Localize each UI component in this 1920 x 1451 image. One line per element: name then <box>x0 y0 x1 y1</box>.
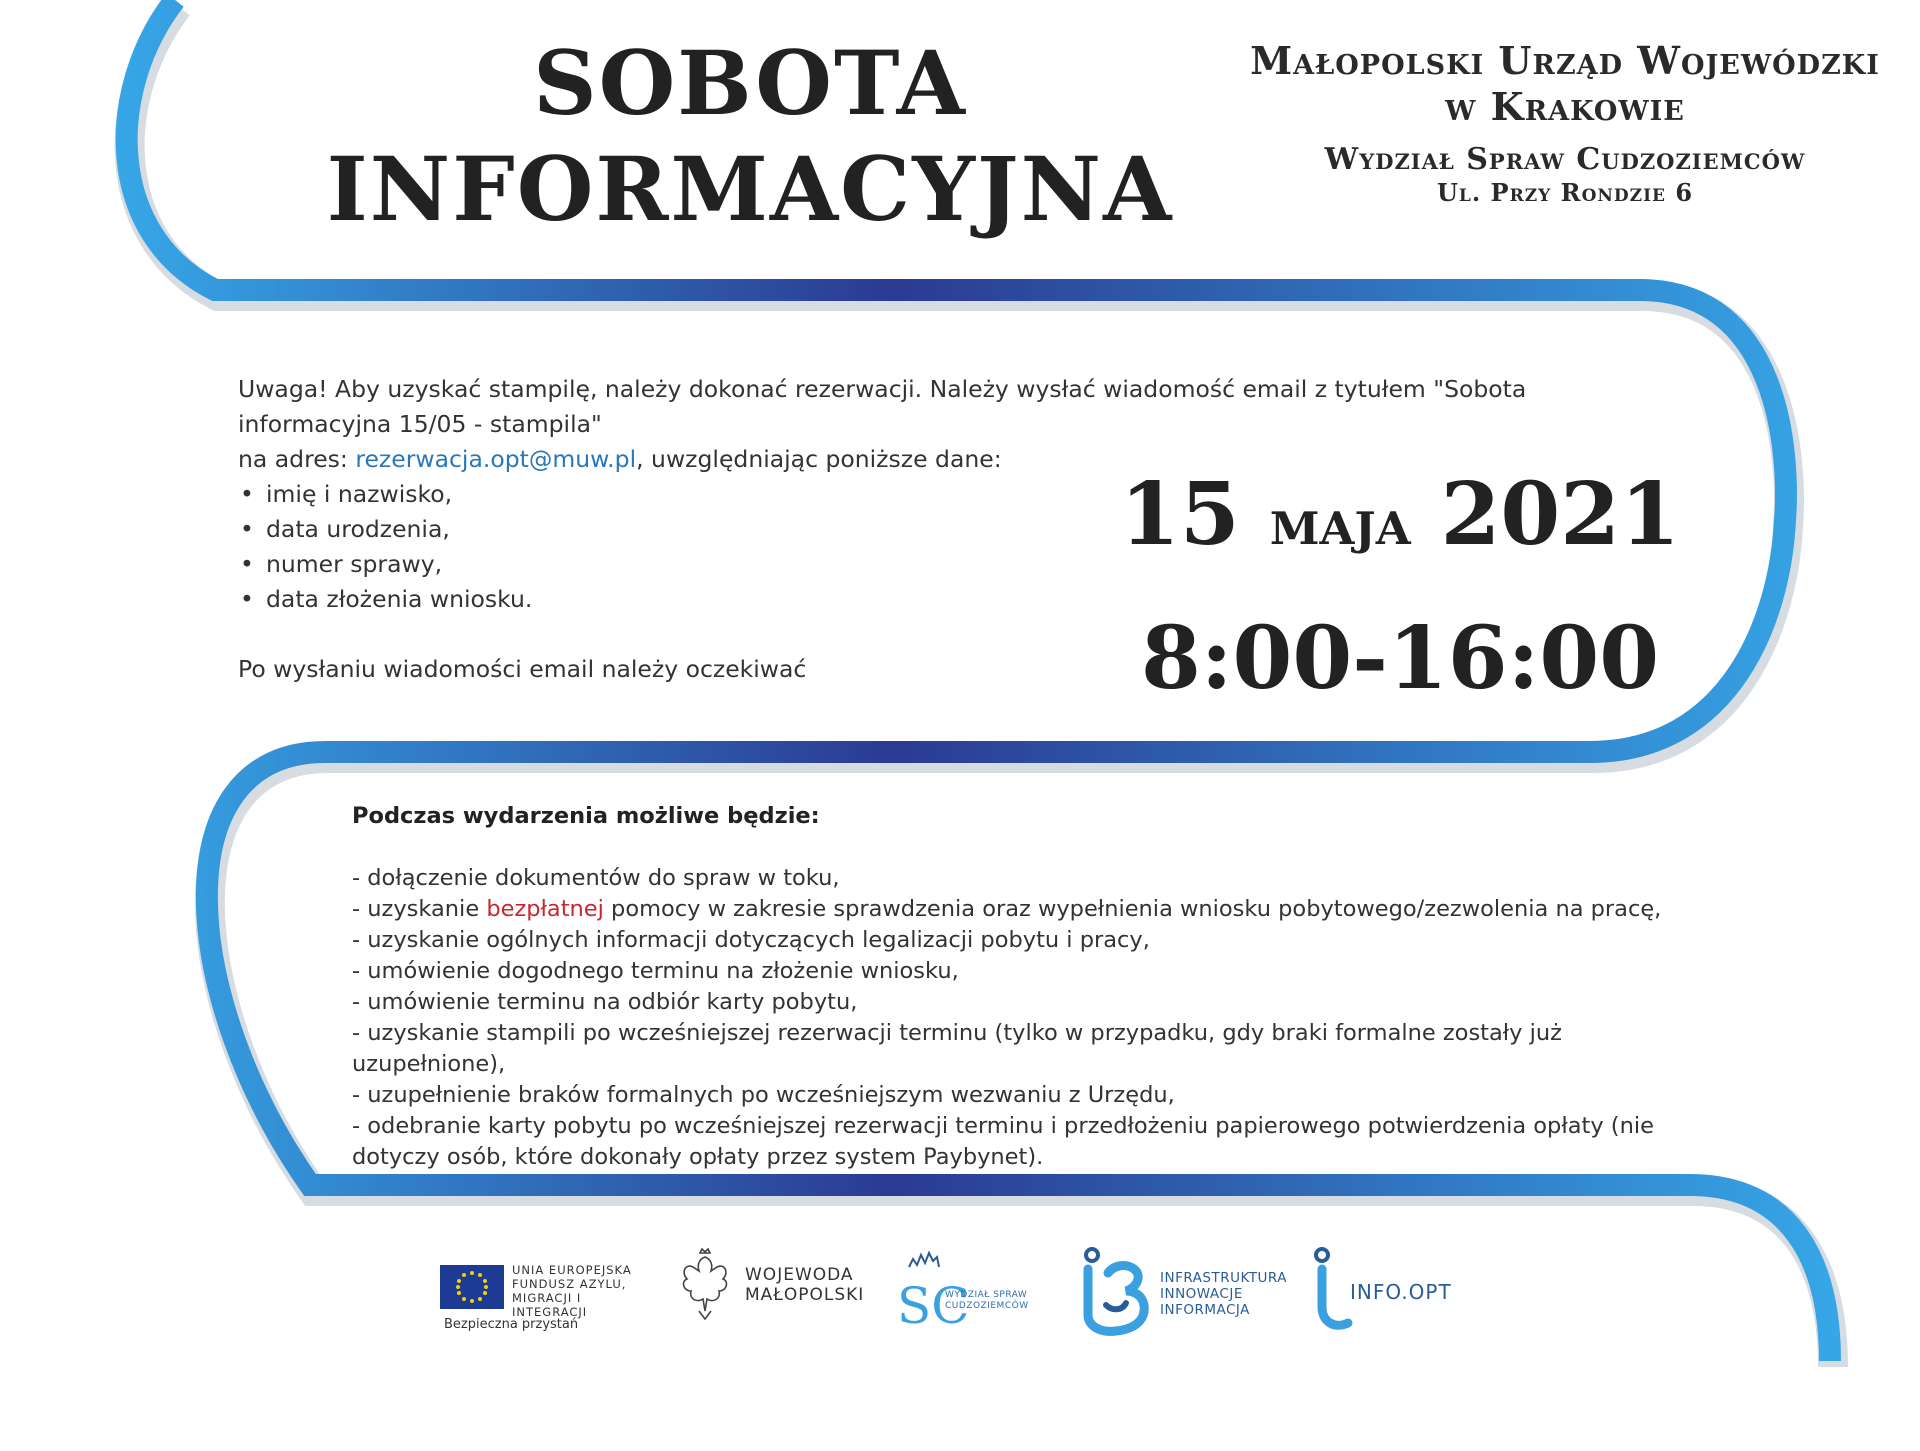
event-year: 2021 <box>1440 464 1680 565</box>
event-month: maja <box>1269 485 1411 560</box>
i3-logo <box>1080 1245 1300 1345</box>
wsc-line1: WYDZIAŁ SPRAW <box>945 1290 1028 1300</box>
list-item: - dołączenie dokumentów do spraw w toku, <box>352 865 840 891</box>
wsc-text <box>945 1290 1029 1312</box>
wsc-line2: CUDZOZIEMCÓW <box>945 1301 1029 1311</box>
features-heading: Podczas wydarzenia możliwe będzie: <box>352 803 820 829</box>
list-item: - uzupełnienie braków formalnych po wcześniejszym wezwaniu z Urzędu, <box>352 1082 1175 1108</box>
eu-flag-icon <box>440 1265 504 1309</box>
item-prefix: - uzyskanie <box>352 896 487 922</box>
highlight-free: bezpłatnej <box>486 896 604 922</box>
eu-logo-text <box>512 1263 660 1319</box>
wsc-logo <box>895 1245 1055 1345</box>
list-item: • numer sprawy, <box>238 547 1558 582</box>
wojewoda-logo <box>675 1245 875 1345</box>
notice-intro: Uwaga! Aby uzyskać stampilę, należy dokonać rezerwacji. Należy wysłać wiadomość email z tytułem "Sobota informacyjna 15/05 - stampila" <box>238 375 1527 438</box>
list-item <box>352 894 1682 925</box>
notice-address-prefix: na adres: <box>238 445 356 473</box>
wsc-mark: SC <box>897 1277 970 1335</box>
org-name-line2: w Krakowie <box>1445 84 1685 129</box>
event-date-block <box>1090 460 1710 714</box>
eu-slogan: Bezpieczna przystań <box>444 1317 579 1332</box>
list-item: • imię i nazwisko, <box>238 477 1558 512</box>
wojewoda-text <box>745 1265 864 1305</box>
event-time: 8:00-16:00 <box>1140 608 1660 709</box>
event-features <box>352 801 1682 1173</box>
i3-line1: INFRASTRUKTURA <box>1160 1270 1287 1286</box>
info-opt-logo <box>1310 1245 1500 1345</box>
i3-emblem-icon <box>1080 1245 1156 1335</box>
eagle-emblem-icon <box>675 1245 735 1325</box>
wojewoda-line1: WOJEWODA <box>745 1265 854 1285</box>
info-opt-text: INFO.OPT <box>1350 1280 1452 1304</box>
event-title-line2: INFORMACYJNA <box>326 137 1174 241</box>
event-date <box>1090 460 1710 578</box>
reservation-email-link[interactable]: rezerwacja.opt@muw.pl <box>355 445 637 473</box>
list-item: - umówienie dogodnego terminu na złożenie wniosku, <box>352 958 959 984</box>
org-name-line1: Małopolski Urząd Wojewódzki <box>1250 38 1880 83</box>
i3-line2: INNOWACJE <box>1160 1286 1243 1302</box>
partner-logos <box>440 1245 1500 1355</box>
org-department: Wydział Spraw Cudzoziemców <box>1324 142 1806 177</box>
organization-header <box>1215 38 1915 208</box>
event-title-line1: SOBOTA <box>533 31 967 135</box>
list-item: • data złożenia wniosku. <box>238 582 1558 617</box>
list-item: • data urodzenia, <box>238 512 1558 547</box>
org-address: Ul. Przy Rondzie 6 <box>1436 178 1694 207</box>
list-item: - odebranie karty pobytu po wcześniejszej rezerwacji terminu i przedłożeniu papierowego potwierdzenia opłaty (nie dotyczy osób, które dokonały opłaty przez system Paybynet). <box>352 1113 1654 1170</box>
notice-after-text: Po wysłaniu wiadomości email należy oczekiwać <box>238 655 807 683</box>
eu-line1: UNIA EUROPEJSKA <box>512 1263 632 1277</box>
notice-address-suffix: , uwzględniając poniższe dane: <box>636 445 1002 473</box>
wojewoda-line2: MAŁOPOLSKI <box>745 1285 865 1305</box>
eu-line2: FUNDUSZ AZYLU, <box>512 1277 627 1291</box>
list-item: - uzyskanie ogólnych informacji dotyczących legalizacji pobytu i pracy, <box>352 927 1150 953</box>
list-item: - uzyskanie stampili po wcześniejszej rezerwacji terminu (tylko w przypadku, gdy braki formalne zostały już uzupełnione), <box>352 1020 1562 1077</box>
features-list <box>352 863 1682 1173</box>
list-item: - umówienie terminu na odbiór karty pobytu, <box>352 989 858 1015</box>
event-day: 15 <box>1120 464 1240 565</box>
i3-text <box>1160 1270 1287 1318</box>
item-suffix: pomocy w zakresie sprawdzenia oraz wypełnienia wniosku pobytowego/zezwolenia na pracę, <box>603 896 1662 922</box>
event-title <box>250 30 1250 242</box>
eu-logo <box>440 1245 660 1345</box>
eu-line3: MIGRACJI I INTEGRACJI <box>512 1291 588 1319</box>
i3-line3: INFORMACJA <box>1160 1302 1250 1318</box>
